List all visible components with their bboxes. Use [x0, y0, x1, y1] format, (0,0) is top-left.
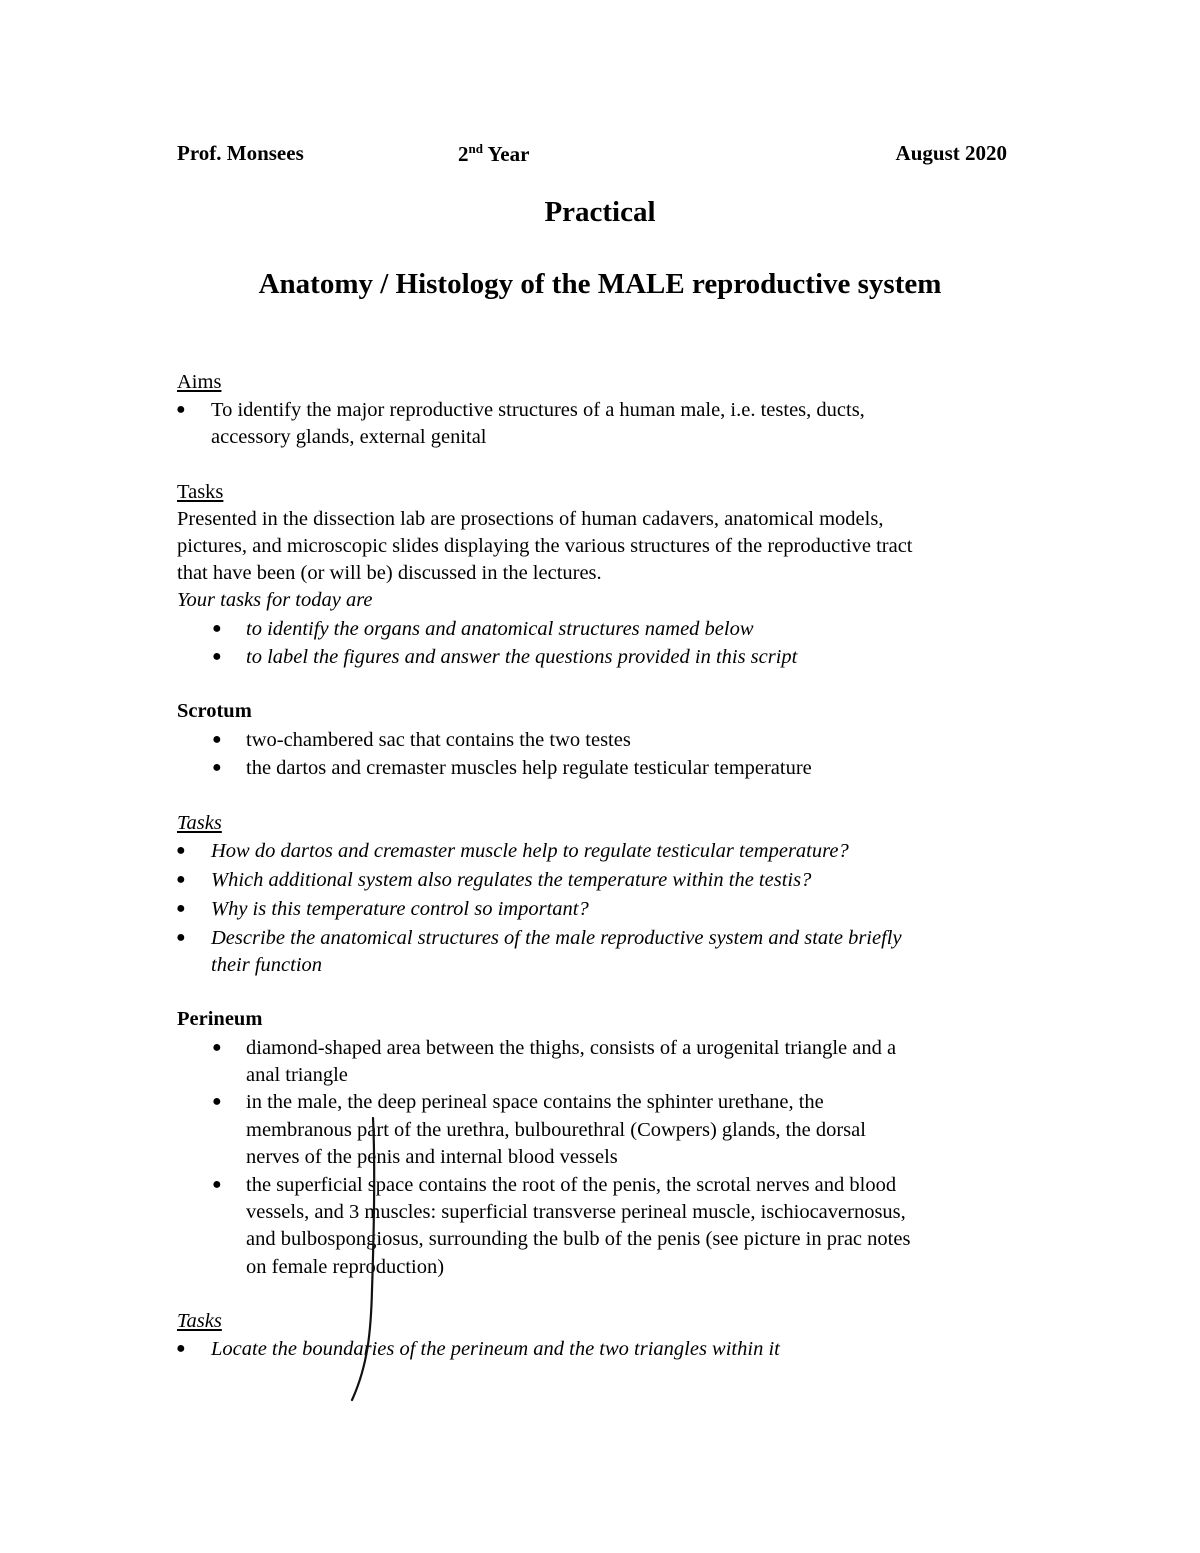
aims-item-0-line-0: To identify the major reproductive structures of a human male, i.e. testes, ducts,: [211, 399, 865, 421]
perineum-tasks-heading: Tasks: [177, 1310, 222, 1332]
perineum-item-2-line-2: and bulbospongiosus, surrounding the bulb of the penis (see picture in prac notes: [246, 1228, 911, 1250]
tasks-intro-bullet-0: ●: [212, 620, 222, 637]
aims-bullet-0: ●: [176, 401, 186, 418]
scrotum-item-0: two-chambered sac that contains the two testes: [246, 729, 631, 751]
perineum-item-2-line-0: the superficial space contains the root of the penis, the scrotal nerves and blood: [246, 1174, 897, 1196]
aims-heading: Aims: [177, 371, 222, 393]
perineum-item-0-line-1: anal triangle: [246, 1064, 348, 1086]
perineum-item-2-line-3: on female reproduction): [246, 1256, 445, 1278]
perineum-item-0-line-0: diamond-shaped area between the thighs, consists of a urogenital triangle and a: [246, 1037, 897, 1059]
perineum-item-1-line-1: membranous part of the urethra, bulbourethral (Cowpers) glands, the dorsal: [246, 1119, 866, 1141]
scrotum-bullet-1: ●: [212, 759, 222, 776]
page-title: Practical: [544, 196, 656, 228]
scrotum-task-bullet-1: ●: [176, 871, 186, 888]
tasks-intro-heading: Tasks: [177, 481, 224, 503]
scrotum-task-1: Which additional system also regulates the temperature within the testis?: [211, 869, 812, 891]
scrotum-tasks-heading: Tasks: [177, 812, 222, 834]
perineum-bullet-2: ●: [212, 1176, 222, 1193]
scrotum-task-3-line-1: their function: [211, 954, 323, 976]
header-date: August 2020: [895, 141, 1007, 165]
perineum-task-bullet-0: ●: [176, 1340, 186, 1357]
perineum-task-0: Locate the boundaries of the perineum and the two triangles within it: [211, 1338, 780, 1360]
perineum-item-1-line-0: in the male, the deep perineal space contains the sphinter urethane, the: [246, 1091, 824, 1113]
page-subtitle: Anatomy / Histology of the MALE reproductive system: [258, 268, 942, 300]
header-year-sup: nd: [468, 141, 483, 156]
tasks-intro-line-0: Presented in the dissection lab are prosections of human cadavers, anatomical models,: [177, 508, 884, 530]
scrotum-bullet-0: ●: [212, 731, 222, 748]
scrotum-task-bullet-3: ●: [176, 929, 186, 946]
tasks-intro-item-0: to identify the organs and anatomical structures named below: [246, 618, 754, 640]
scrotum-task-3-line-0: Describe the anatomical structures of the male reproductive system and state briefly: [211, 927, 902, 949]
tasks-intro-line-2: that have been (or will be) discussed in the lectures.: [177, 562, 602, 584]
aims-item-0-line-1: accessory glands, external genital: [211, 426, 487, 448]
tasks-intro-line-1: pictures, and microscopic slides displaying the various structures of the reproductive tract: [177, 535, 913, 557]
tasks-intro-bullet-1: ●: [212, 648, 222, 665]
perineum-bullet-0: ●: [212, 1039, 222, 1056]
scrotum-task-bullet-0: ●: [176, 842, 186, 859]
header-year-num: 2: [458, 142, 469, 166]
scrotum-task-2: Why is this temperature control so important?: [211, 898, 589, 920]
header-author: Prof. Monsees: [177, 141, 304, 165]
perineum-item-2-line-1: vessels, and 3 muscles: superficial transverse perineal muscle, ischiocavernosus,: [246, 1201, 906, 1223]
header-year-word: Year: [482, 142, 530, 166]
tasks-intro-lead: Your tasks for today are: [177, 589, 373, 611]
perineum-heading: Perineum: [177, 1008, 263, 1030]
perineum-bullet-1: ●: [212, 1093, 222, 1110]
scrotum-task-bullet-2: ●: [176, 900, 186, 917]
scrotum-task-0: How do dartos and cremaster muscle help to regulate testicular temperature?: [211, 840, 849, 862]
perineum-item-1-line-2: nerves of the penis and internal blood vessels: [246, 1146, 618, 1168]
tasks-intro-item-1: to label the figures and answer the questions provided in this script: [246, 646, 798, 668]
scrotum-item-1: the dartos and cremaster muscles help regulate testicular temperature: [246, 757, 812, 779]
scrotum-heading: Scrotum: [177, 700, 252, 722]
